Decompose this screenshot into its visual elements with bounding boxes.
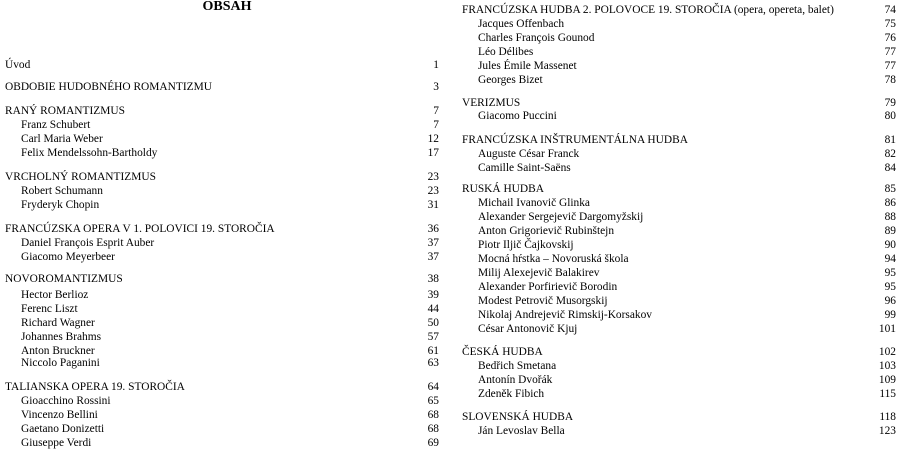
toc-section-heading [5, 380, 439, 394]
toc-page-number: 50 [427, 317, 439, 329]
toc-entry [462, 17, 896, 31]
toc-entry-title: Piotr Iljič Čajkovskij [478, 239, 574, 251]
toc-page-number: 23 [427, 171, 439, 183]
toc-page-number: 95 [884, 267, 896, 279]
toc-section-heading [462, 3, 896, 17]
toc-page-number: 57 [427, 331, 439, 343]
toc-entry-title: SLOVENSKÁ HUDBA [462, 411, 574, 423]
toc-entry [462, 359, 896, 373]
toc-entry-title: Giacomo Meyerbeer [21, 251, 115, 263]
toc-entry-title: Vincenzo Bellini [21, 409, 98, 421]
toc-page-number: 61 [427, 345, 439, 357]
toc-page-number: 44 [427, 303, 439, 315]
toc-entry-title: Fryderyk Chopin [21, 199, 100, 211]
toc-entry-title: Jules Émile Massenet [478, 60, 577, 72]
toc-page-number: 118 [879, 411, 896, 423]
toc-page-number: 89 [884, 225, 896, 237]
toc-entry [5, 330, 439, 344]
toc-page-number: 31 [427, 199, 439, 211]
toc-entry [462, 59, 896, 73]
toc-entry [462, 387, 896, 401]
toc-entry [5, 302, 439, 316]
toc-page-number: 123 [878, 425, 896, 437]
toc-section-heading [5, 80, 439, 94]
toc-entry [5, 146, 439, 160]
toc-page-number: 7 [433, 119, 439, 131]
toc-entry [5, 118, 439, 132]
toc-entry-title: Hector Berlioz [21, 289, 89, 301]
toc-entry [462, 308, 896, 322]
toc-page-number: 99 [884, 309, 896, 321]
toc-entry-title: RANÝ ROMANTIZMUS [5, 105, 125, 117]
toc-entry-title: Alexander Porfirievič Borodin [478, 281, 618, 293]
toc-page-number: 74 [884, 4, 896, 16]
toc-entry [462, 45, 896, 59]
toc-entry-title: Mocná hŕstka – Novoruská škola [478, 253, 629, 265]
toc-section-heading [5, 104, 439, 118]
toc-page-number: 103 [878, 360, 896, 372]
toc-entry-title: Anton Bruckner [21, 345, 95, 357]
toc-entry-title: Alexander Sergejevič Dargomyžskij [478, 211, 644, 223]
toc-entry [5, 198, 439, 212]
toc-entry-title: Auguste César Franck [478, 148, 580, 160]
toc-entry [462, 147, 896, 161]
toc-entry-title: Johannes Brahms [21, 331, 102, 343]
toc-entry-title: Bedřich Smetana [478, 360, 557, 372]
page-title: OBSAH [202, 0, 252, 14]
toc-entry-title: César Antonovič Kjuj [478, 323, 578, 335]
toc-section-heading [5, 272, 439, 286]
toc-section-heading [462, 133, 896, 147]
toc-entry [5, 184, 439, 198]
toc-entry-title: Niccolo Paganini [21, 357, 100, 369]
toc-entry [5, 394, 439, 408]
toc-page-number: 63 [427, 357, 439, 369]
toc-page-number: 68 [427, 409, 439, 421]
toc-page-number: 65 [427, 395, 439, 407]
toc-page-number: 68 [427, 423, 439, 435]
toc-page-number: 7 [433, 105, 439, 117]
toc-page-number: 85 [884, 183, 896, 195]
toc-page-number: 80 [884, 110, 896, 122]
toc-page-number: 37 [427, 251, 439, 263]
toc-page-number: 77 [884, 46, 896, 58]
toc-entry-title: FRANCÚZSKA INŠTRUMENTÁLNA HUDBA [462, 134, 688, 146]
toc-entry-title: Charles François Gounod [478, 32, 595, 44]
toc-page-number: 90 [884, 239, 896, 251]
toc-page-number: 82 [884, 148, 896, 160]
toc-entry-title: Daniel François Esprit Auber [21, 237, 155, 249]
toc-entry [5, 132, 439, 146]
toc-entry [462, 266, 896, 280]
toc-section-heading [462, 410, 896, 424]
toc-page-number: 102 [878, 346, 896, 358]
toc-entry-title: Milij Alexejevič Balakirev [478, 267, 600, 279]
toc-page-number: 75 [884, 18, 896, 30]
toc-entry-title: Georges Bizet [478, 74, 543, 86]
toc-entry-title: Anton Grigorievič Rubinštejn [478, 225, 615, 237]
toc-entry [5, 422, 439, 436]
toc-entry [5, 356, 439, 370]
toc-entry-title: Giuseppe Verdi [21, 437, 92, 449]
toc-entry [462, 252, 896, 266]
toc-page-number: 84 [884, 162, 896, 174]
toc-entry-title: Felix Mendelssohn-Bartholdy [21, 147, 158, 159]
toc-section-heading [5, 170, 439, 184]
toc-entry [462, 73, 896, 87]
toc-page-number: 23 [427, 185, 439, 197]
toc-page-number: 88 [884, 211, 896, 223]
toc-entry [462, 196, 896, 210]
toc-entry-title: Michail Ivanovič Glinka [478, 197, 590, 209]
toc-entry [462, 424, 896, 438]
toc-entry [462, 31, 896, 45]
toc-entry-title: Robert Schumann [21, 185, 103, 197]
toc-entry-title: Modest Petrovič Musorgskij [478, 295, 608, 307]
toc-entry-title: Ján Levoslav Bella [478, 425, 565, 437]
toc-page-number: 39 [427, 289, 439, 301]
toc-entry-title: Gaetano Donizetti [21, 423, 105, 435]
toc-entry-title: VERIZMUS [462, 97, 521, 109]
toc-entry-title: Úvod [5, 59, 31, 71]
toc-entry [462, 280, 896, 294]
toc-page-number: 86 [884, 197, 896, 209]
toc-page-number: 77 [884, 60, 896, 72]
toc-page-number: 38 [427, 273, 439, 285]
toc-entry-title: Antonín Dvořák [478, 374, 553, 386]
toc-entry [5, 436, 439, 450]
toc-entry-title: NOVOROMANTIZMUS [5, 273, 123, 285]
toc-section-heading [462, 96, 896, 110]
toc-page-number: 69 [427, 437, 439, 449]
toc-section-heading [462, 182, 896, 196]
toc-page-number: 109 [878, 374, 896, 386]
toc-entry-title: Camille Saint-Saëns [478, 162, 571, 174]
toc-section-heading [5, 222, 439, 236]
toc-entry-title: Gioacchino Rossini [21, 395, 111, 407]
toc-entry [5, 236, 439, 250]
toc-entry [462, 238, 896, 252]
toc-entry [462, 373, 896, 387]
toc-entry-title: Ferenc Liszt [21, 303, 78, 315]
toc-entry-title: OBDOBIE HUDOBNÉHO ROMANTIZMU [5, 81, 212, 93]
toc-page-number: 37 [427, 237, 439, 249]
toc-entry [462, 322, 896, 336]
toc-page-number: 36 [427, 223, 439, 235]
toc-entry [5, 288, 439, 302]
toc-entry [462, 210, 896, 224]
toc-entry-title: Giacomo Puccini [478, 110, 557, 122]
toc-entry [462, 294, 896, 308]
toc-page-number: 96 [884, 295, 896, 307]
toc-entry-title: VRCHOLNÝ ROMANTIZMUS [5, 171, 156, 183]
toc-page-number: 12 [427, 133, 439, 145]
toc-page-number: 79 [884, 97, 896, 109]
toc-entry [462, 224, 896, 238]
toc-entry-title: FRANCÚZSKA HUDBA 2. POLOVOCE 19. STOROČIA (opera, opereta, balet) [462, 4, 834, 16]
toc-section-heading [462, 345, 896, 359]
toc-entry-title: TALIANSKA OPERA 19. STOROČIA [5, 381, 185, 393]
toc-entry [462, 161, 896, 175]
toc-page-number: 115 [879, 388, 896, 400]
toc-page-number: 3 [433, 81, 439, 93]
toc-page-number: 64 [427, 381, 439, 393]
toc-page-number: 101 [878, 323, 896, 335]
toc-entry-title: Léo Délibes [478, 46, 534, 58]
toc-entry-title: Richard Wagner [21, 317, 95, 329]
toc-page-number: 81 [884, 134, 896, 146]
toc-entry-title: ČESKÁ HUDBA [462, 346, 543, 358]
toc-entry [5, 250, 439, 264]
toc-page-number: 76 [884, 32, 896, 44]
toc-section-heading [5, 58, 439, 72]
toc-entry [5, 316, 439, 330]
toc-entry-title: Jacques Offenbach [478, 18, 565, 30]
toc-entry-title: Franz Schubert [21, 119, 91, 131]
toc-page-number: 1 [433, 59, 439, 71]
toc-page-number: 94 [884, 253, 896, 265]
toc-page-number: 78 [884, 74, 896, 86]
toc-entry-title: RUSKÁ HUDBA [462, 183, 544, 195]
toc-entry-title: FRANCÚZSKA OPERA V 1. POLOVICI 19. STOROČIA [5, 223, 275, 235]
toc-entry-title: Carl Maria Weber [21, 133, 103, 145]
toc-page-number: 17 [427, 147, 439, 159]
toc-entry-title: Nikolaj Andrejevič Rimskij-Korsakov [478, 309, 652, 321]
toc-entry-title: Zdeněk Fibich [478, 388, 545, 400]
toc-entry [5, 408, 439, 422]
toc-page-number: 95 [884, 281, 896, 293]
toc-entry [462, 109, 896, 123]
